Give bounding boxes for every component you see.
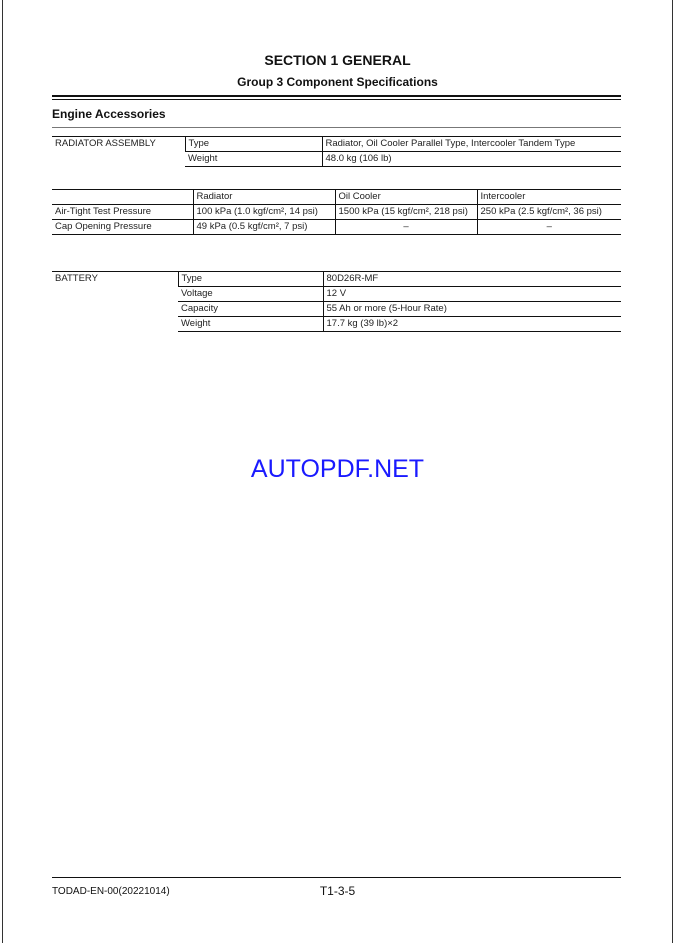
radiator-value: 100 kPa (1.0 kgf/cm², 14 psi) bbox=[193, 205, 335, 220]
section-title: SECTION 1 GENERAL bbox=[264, 52, 411, 68]
watermark-text: AUTOPDF.NET bbox=[250, 455, 425, 483]
footer-divider bbox=[52, 877, 621, 878]
table-row bbox=[52, 220, 621, 235]
row-label: Air-Tight Test Pressure bbox=[52, 205, 193, 220]
intercooler-value: – bbox=[477, 220, 621, 235]
spec-key: Capacity bbox=[178, 302, 323, 317]
battery-table bbox=[52, 271, 621, 332]
page-number: T1-3-5 bbox=[319, 884, 356, 898]
spec-key: Weight bbox=[185, 152, 322, 167]
spec-value: Radiator, Oil Cooler Parallel Type, Intercooler Tandem Type bbox=[322, 137, 621, 152]
row-label: BATTERY bbox=[52, 272, 178, 332]
spec-value: 55 Ah or more (5-Hour Rate) bbox=[323, 302, 621, 317]
column-header bbox=[52, 190, 193, 205]
subsection-divider bbox=[52, 127, 621, 128]
oil-cooler-value: 1500 kPa (15 kgf/cm², 218 psi) bbox=[335, 205, 477, 220]
column-header: Radiator bbox=[193, 190, 335, 205]
table-row bbox=[52, 137, 621, 152]
document-code: TODAD-EN-00(20221014) bbox=[52, 886, 170, 897]
row-label: Cap Opening Pressure bbox=[52, 220, 193, 235]
spec-key: Type bbox=[185, 137, 322, 152]
table-row bbox=[52, 205, 621, 220]
radiator-value: 49 kPa (0.5 kgf/cm², 7 psi) bbox=[193, 220, 335, 235]
row-label: RADIATOR ASSEMBLY bbox=[52, 137, 185, 167]
column-header: Intercooler bbox=[477, 190, 621, 205]
spec-key: Type bbox=[178, 272, 323, 287]
table-row bbox=[52, 272, 621, 287]
group-title: Group 3 Component Specifications bbox=[237, 75, 438, 89]
spec-value: 80D26R-MF bbox=[323, 272, 621, 287]
header-divider bbox=[52, 95, 621, 100]
spec-value: 17.7 kg (39 lb)×2 bbox=[323, 317, 621, 332]
pressure-table bbox=[52, 189, 621, 235]
radiator-assembly-table bbox=[52, 136, 621, 167]
oil-cooler-value: – bbox=[335, 220, 477, 235]
table-header-row bbox=[52, 190, 621, 205]
spec-key: Voltage bbox=[178, 287, 323, 302]
spec-value: 12 V bbox=[323, 287, 621, 302]
subsection-heading: Engine Accessories bbox=[52, 107, 166, 121]
spec-key: Weight bbox=[178, 317, 323, 332]
spec-value: 48.0 kg (106 lb) bbox=[322, 152, 621, 167]
column-header: Oil Cooler bbox=[335, 190, 477, 205]
intercooler-value: 250 kPa (2.5 kgf/cm², 36 psi) bbox=[477, 205, 621, 220]
